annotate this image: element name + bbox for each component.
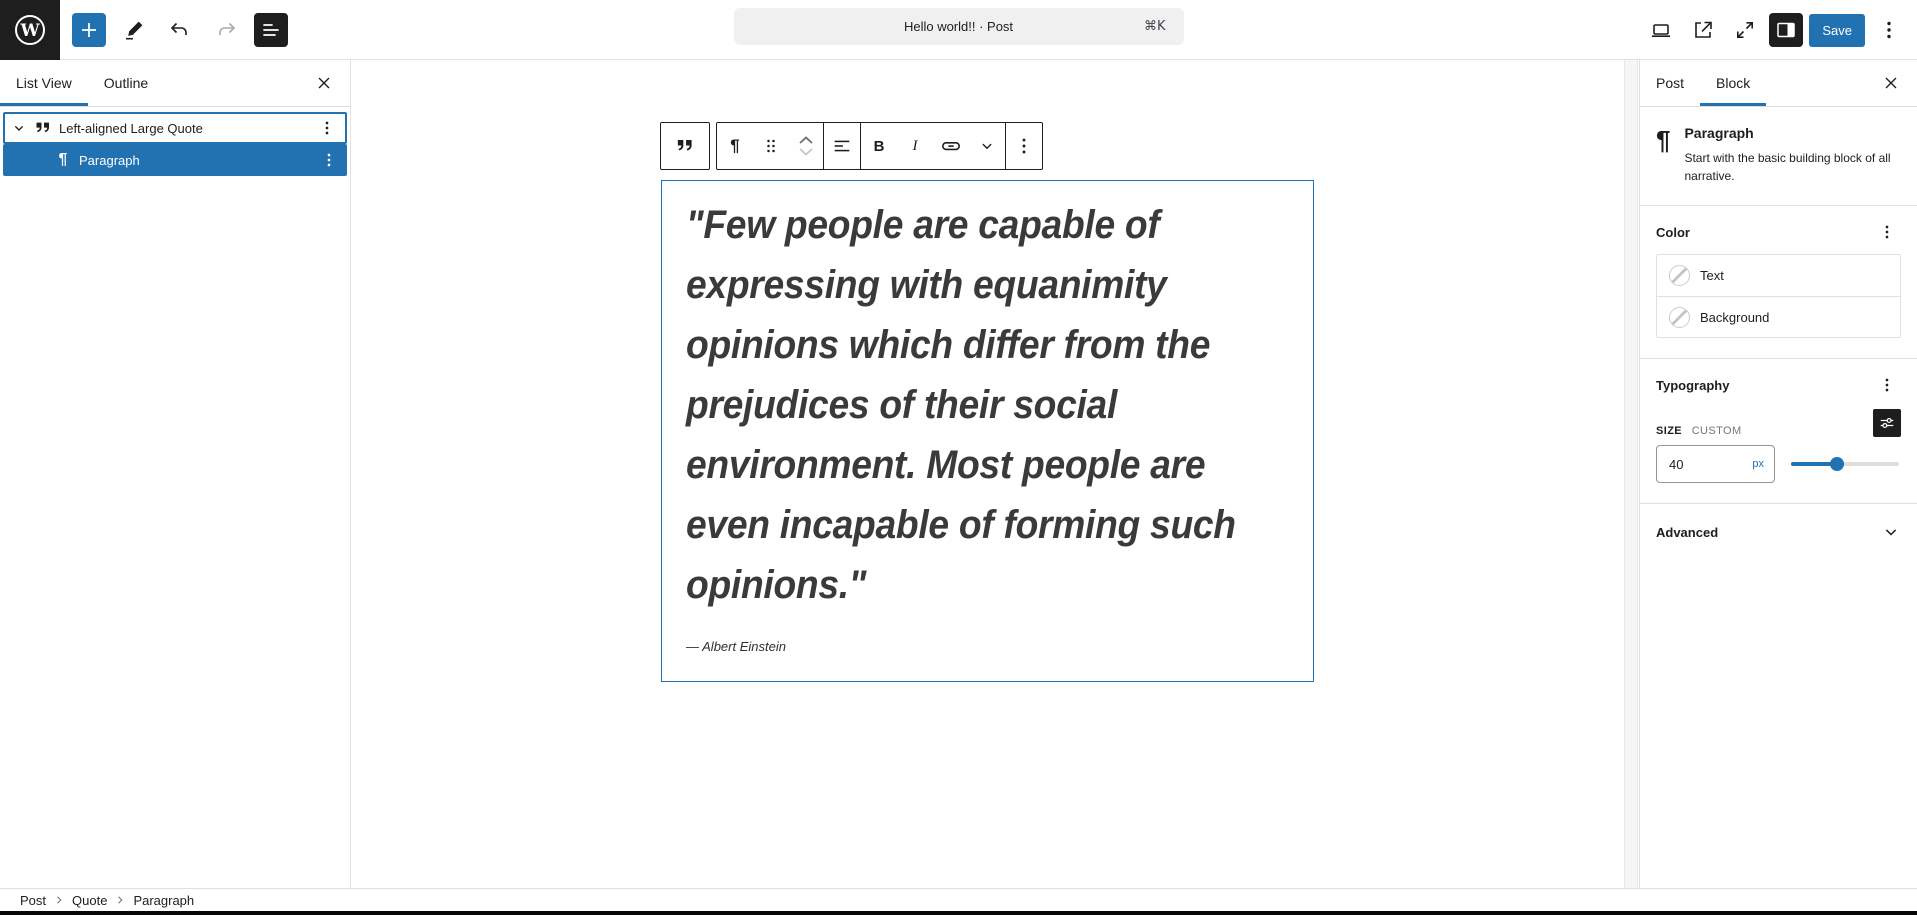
settings-tabbar xyxy=(1640,60,1917,107)
list-view-icon xyxy=(259,18,283,42)
font-size-slider-thumb[interactable] xyxy=(1830,457,1844,471)
editor-canvas[interactable] xyxy=(352,60,1624,888)
color-swatch-none-icon xyxy=(1669,265,1690,286)
fullscreen-button[interactable] xyxy=(1727,12,1763,48)
quote-icon xyxy=(674,135,696,157)
header-left-tools xyxy=(72,0,288,60)
typography-section-header xyxy=(1656,373,1901,397)
breadcrumb-quote[interactable]: Quote xyxy=(72,892,108,908)
options-menu-button[interactable] xyxy=(1871,12,1907,48)
block-card-title: Paragraph xyxy=(1684,125,1754,141)
tools-button[interactable] xyxy=(116,12,152,48)
plus-icon xyxy=(77,18,101,42)
close-settings-button[interactable] xyxy=(1875,67,1907,99)
font-size-unit[interactable]: px xyxy=(1752,458,1764,470)
chevron-down-icon xyxy=(1881,522,1901,542)
block-type-button[interactable]: ¶ xyxy=(717,123,753,169)
tree-row-label: Left-aligned Large Quote xyxy=(59,120,203,136)
tab-post[interactable]: Post xyxy=(1640,60,1700,106)
list-view-panel xyxy=(0,60,351,888)
window-bottom-edge xyxy=(0,911,1917,915)
quote-text-line[interactable]: opinions." xyxy=(686,563,867,607)
tree-row-quote[interactable] xyxy=(3,112,347,144)
kebab-icon xyxy=(1877,222,1897,242)
document-overview-button[interactable] xyxy=(254,13,288,47)
font-size-header xyxy=(1656,407,1901,437)
advanced-section-toggle[interactable] xyxy=(1640,504,1917,560)
font-size-slider[interactable] xyxy=(1791,457,1899,471)
block-card-text xyxy=(1684,125,1892,185)
color-section xyxy=(1640,206,1917,359)
color-options-button[interactable] xyxy=(1873,218,1901,246)
size-mode-label: CUSTOM xyxy=(1691,425,1742,437)
color-section-title: Color xyxy=(1656,224,1690,240)
advanced-section-title: Advanced xyxy=(1656,524,1719,540)
drag-dots-icon xyxy=(761,136,781,156)
redo-icon xyxy=(214,18,238,42)
chevron-down-icon xyxy=(978,137,996,155)
size-label: SIZE xyxy=(1656,425,1683,437)
list-view-tabbar xyxy=(0,60,350,107)
chevron-right-icon xyxy=(114,894,126,906)
block-options-button[interactable] xyxy=(1006,123,1042,169)
document-title: Hello world!! · Post xyxy=(903,19,1014,34)
breadcrumb-post[interactable]: Post xyxy=(20,892,47,908)
drag-handle[interactable] xyxy=(753,123,789,169)
redo-button[interactable] xyxy=(208,12,244,48)
command-palette-bar[interactable] xyxy=(734,8,1184,45)
chevron-right-icon xyxy=(53,894,65,906)
link-button[interactable] xyxy=(933,123,969,169)
select-parent-quote-button[interactable] xyxy=(660,122,710,170)
quote-text-line[interactable]: prejudices of their social xyxy=(686,383,1118,427)
paragraph-icon: ¶ xyxy=(58,151,68,168)
color-list xyxy=(1656,254,1901,338)
command-shortcut: ⌘K xyxy=(1143,19,1166,34)
kebab-icon xyxy=(1877,375,1897,395)
editor-header xyxy=(0,0,1917,60)
typography-section xyxy=(1640,359,1917,504)
move-up-icon xyxy=(797,135,815,146)
breadcrumb-bar xyxy=(0,888,1917,911)
text-color-row[interactable] xyxy=(1657,255,1900,296)
tree-row-options-button[interactable] xyxy=(315,146,343,174)
block-inserter-button[interactable] xyxy=(72,13,106,47)
undo-button[interactable] xyxy=(162,12,198,48)
block-card-description: Start with the basic building block of all narrative. xyxy=(1684,151,1891,183)
header-right-tools xyxy=(1643,0,1907,60)
align-button[interactable] xyxy=(824,123,860,169)
more-formatting-button[interactable] xyxy=(969,123,1005,169)
tab-outline[interactable]: Outline xyxy=(88,60,164,106)
preview-button[interactable] xyxy=(1643,12,1679,48)
font-size-labels xyxy=(1656,422,1742,437)
pencil-icon xyxy=(122,18,146,42)
link-icon xyxy=(939,134,963,158)
move-down-icon xyxy=(797,146,815,157)
size-settings-button[interactable] xyxy=(1873,409,1901,437)
save-button[interactable]: Save xyxy=(1809,14,1865,47)
wordpress-logo[interactable] xyxy=(0,0,60,60)
text-color-label: Text xyxy=(1700,268,1724,283)
close-icon xyxy=(1881,73,1901,93)
laptop-icon xyxy=(1649,18,1673,42)
kebab-icon xyxy=(1877,18,1901,42)
expand-icon xyxy=(1733,18,1757,42)
quote-text-line[interactable]: opinions which differ from the xyxy=(686,323,1211,367)
tree-row-label: Paragraph xyxy=(79,152,140,168)
svg-text:W: W xyxy=(20,21,40,41)
quote-text-line[interactable]: even incapable of forming such xyxy=(686,503,1236,547)
chevron-down-icon[interactable] xyxy=(7,120,31,136)
bold-button[interactable]: B xyxy=(861,123,897,169)
breadcrumb-paragraph[interactable]: Paragraph xyxy=(133,892,195,908)
color-section-header xyxy=(1656,220,1901,244)
background-color-label: Background xyxy=(1700,309,1770,325)
tab-list-view[interactable]: List View xyxy=(0,60,88,106)
block-toolbar-main xyxy=(716,122,1043,170)
canvas-scrollbar[interactable] xyxy=(1624,60,1638,888)
close-icon xyxy=(314,73,334,93)
align-left-icon xyxy=(831,135,853,157)
view-post-button[interactable] xyxy=(1685,12,1721,48)
background-color-row[interactable] xyxy=(1657,296,1900,337)
quote-citation[interactable]: — Albert Einstein xyxy=(686,639,786,654)
external-link-icon xyxy=(1691,18,1715,42)
block-card xyxy=(1640,107,1917,206)
font-size-controls xyxy=(1656,445,1901,483)
font-size-field xyxy=(1656,445,1775,483)
quote-block[interactable] xyxy=(661,180,1314,682)
tab-block[interactable]: Block xyxy=(1700,60,1766,106)
block-tree xyxy=(0,107,350,181)
block-toolbar xyxy=(660,122,1043,170)
wordpress-icon xyxy=(13,13,47,47)
block-movers[interactable] xyxy=(789,123,823,169)
sliders-icon xyxy=(1877,413,1897,433)
italic-button[interactable]: I xyxy=(897,123,933,169)
close-list-view-button[interactable] xyxy=(308,67,340,99)
typography-section-title: Typography xyxy=(1656,377,1730,393)
quote-text-line[interactable]: "Few people are capable of xyxy=(686,203,1160,247)
paragraph-icon: ¶ xyxy=(1656,125,1671,155)
settings-sidebar-toggle[interactable] xyxy=(1769,13,1803,47)
settings-panel xyxy=(1639,60,1917,888)
sidebar-panel-icon xyxy=(1774,18,1798,42)
typography-options-button[interactable] xyxy=(1873,371,1901,399)
undo-icon xyxy=(168,18,192,42)
quote-text-line[interactable]: environment. Most people are xyxy=(686,443,1206,487)
quote-text-line[interactable]: expressing with equanimity xyxy=(686,263,1167,307)
tree-row-paragraph[interactable] xyxy=(3,144,347,176)
tree-row-options-button[interactable] xyxy=(313,114,341,142)
color-swatch-none-icon xyxy=(1669,307,1690,328)
kebab-icon xyxy=(1013,135,1035,157)
quote-icon xyxy=(31,118,55,138)
font-size-input[interactable] xyxy=(1659,457,1729,472)
